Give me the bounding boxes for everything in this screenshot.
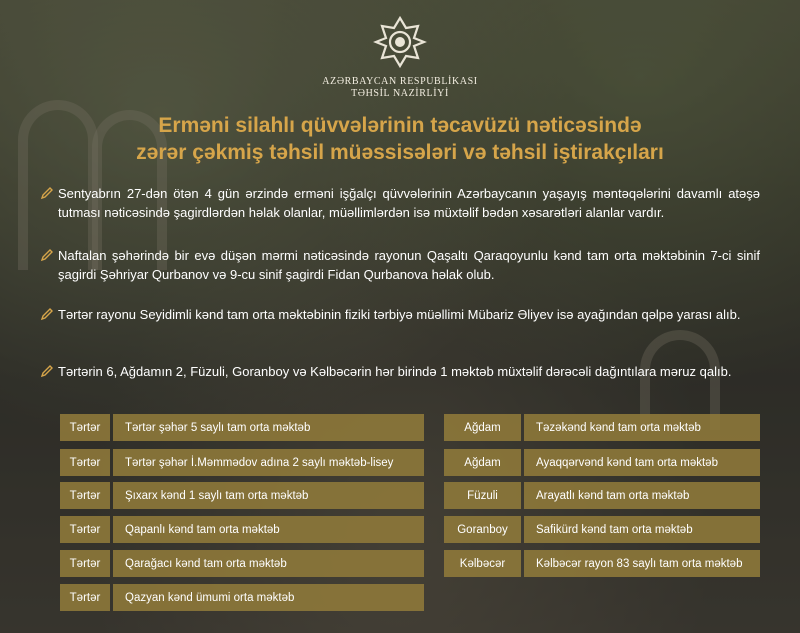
- school-cell: Təzəkənd kənd tam orta məktəb: [524, 414, 760, 441]
- region-cell: Goranboy: [444, 516, 521, 543]
- school-cell: Safikürd kənd tam orta məktəb: [524, 516, 760, 543]
- table-row: [60, 482, 424, 509]
- page-title: [60, 112, 740, 166]
- school-cell: Qazyan kənd ümumi orta məktəb: [113, 584, 424, 611]
- paragraph-text: Tərtər rayonu Seyidimli kənd tam orta məktəbinin fiziki tərbiyə müəllimi Mübariz Əliyev isə ayağından qəlpə yarası alıb.: [58, 307, 741, 322]
- info-paragraph: [40, 184, 760, 222]
- table-row: [60, 516, 424, 543]
- info-paragraph: [40, 362, 760, 381]
- pencil-icon: [40, 364, 54, 378]
- paragraph-text: Sentyabrın 27-dən ötən 4 gün ərzində erməni işğalçı qüvvələrinin Azərbaycanın yaşayış məntəqələrini davamlı atəşə tutması nəticəsində şagirdlərdən həlak olanlar, müəllimlərdən isə müxtəlif bədən xəsarətləri alanlar vardır.: [58, 186, 760, 220]
- school-cell: Ayaqqərvənd kənd tam orta məktəb: [524, 449, 760, 476]
- region-cell: Tərtər: [60, 550, 110, 577]
- ministry-emblem-icon: [372, 14, 428, 70]
- school-cell: Qapanlı kənd tam orta məktəb: [113, 516, 424, 543]
- school-cell: Kəlbəcər rayon 83 saylı tam orta məktəb: [524, 550, 760, 577]
- paragraph-text: Tərtərin 6, Ağdamın 2, Füzuli, Goranboy və Kəlbəcərin hər birində 1 məktəb müxtəlif dərəcəli dağıntılara məruz qalıb.: [58, 364, 732, 379]
- pencil-icon: [40, 186, 54, 200]
- school-cell: Qarağacı kənd tam orta məktəb: [113, 550, 424, 577]
- region-cell: Tərtər: [60, 584, 110, 611]
- region-cell: Tərtər: [60, 449, 110, 476]
- region-cell: Tərtər: [60, 516, 110, 543]
- pencil-icon: [40, 307, 54, 321]
- info-paragraph: [40, 305, 760, 324]
- ministry-line1: AZƏRBAYCAN RESPUBLİKASI: [322, 76, 478, 87]
- table-row: [444, 550, 760, 577]
- ministry-name: [250, 76, 550, 100]
- region-cell: Tərtər: [60, 482, 110, 509]
- table-row: [60, 550, 424, 577]
- table-row: [60, 584, 424, 611]
- region-cell: Füzuli: [444, 482, 521, 509]
- table-row: [444, 482, 760, 509]
- school-cell: Şıxarx kənd 1 saylı tam orta məktəb: [113, 482, 424, 509]
- school-cell: Tərtər şəhər 5 saylı tam orta məktəb: [113, 414, 424, 441]
- title-line1: Erməni silahlı qüvvələrinin təcavüzü nəticəsində: [158, 114, 642, 137]
- title-line2: zərər çəkmiş təhsil müəssisələri və təhsil iştirakçıları: [136, 141, 664, 164]
- table-row: [60, 449, 424, 476]
- table-row: [444, 449, 760, 476]
- pencil-icon: [40, 248, 54, 262]
- region-cell: Kəlbəcər: [444, 550, 521, 577]
- region-cell: Ağdam: [444, 414, 521, 441]
- table-row: [444, 516, 760, 543]
- table-row: [60, 414, 424, 441]
- region-cell: Ağdam: [444, 449, 521, 476]
- table-row: [444, 414, 760, 441]
- region-cell: Tərtər: [60, 414, 110, 441]
- school-cell: Arayatlı kənd tam orta məktəb: [524, 482, 760, 509]
- info-paragraph: [40, 246, 760, 284]
- paragraph-text: Naftalan şəhərində bir evə düşən mərmi nəticəsində rayonun Qaşaltı Qaraqoyunlu kənd tam orta məktəbinin 7-ci sinif şagirdi Şəhriyar Qurbanov və 9-cu sinif şagirdi Fidan Qurbanova həlak olub.: [58, 248, 760, 282]
- school-cell: Tərtər şəhər İ.Məmmədov adına 2 saylı məktəb-lisey: [113, 449, 424, 476]
- ministry-line2: TƏHSİL NAZİRLİYİ: [351, 88, 449, 99]
